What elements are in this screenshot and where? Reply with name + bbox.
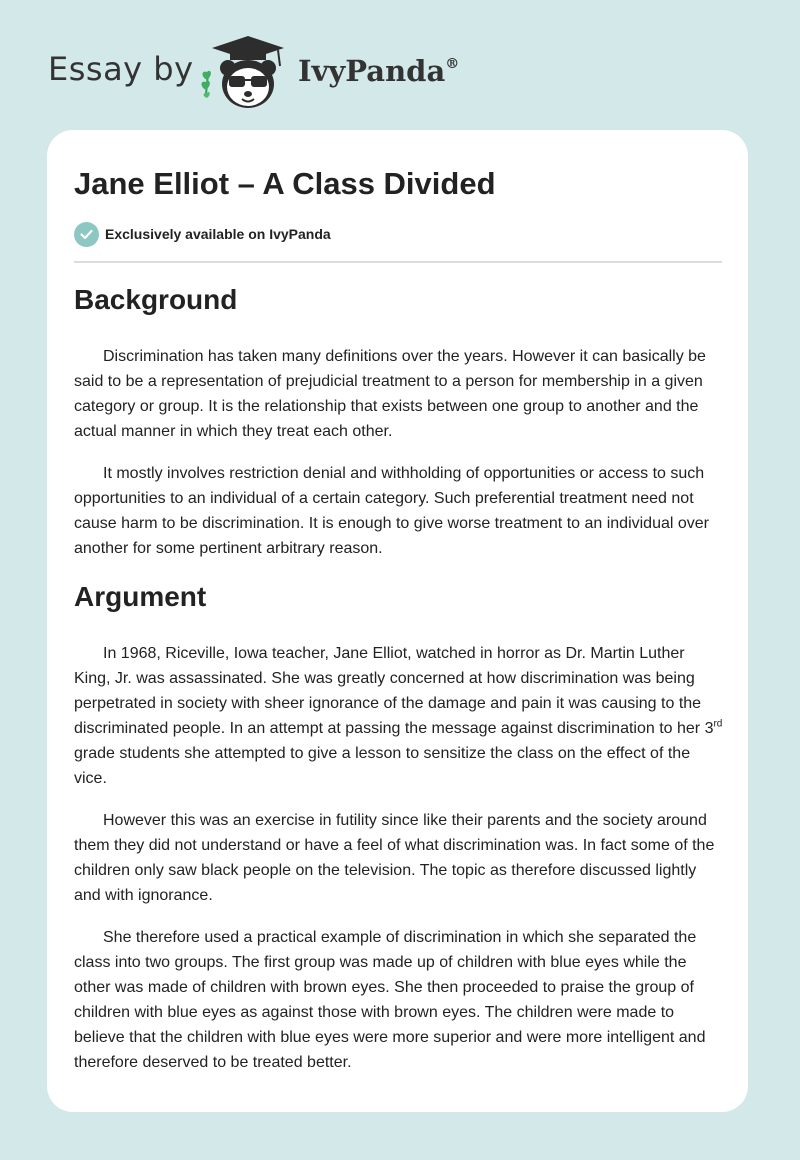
brand-name[interactable] — [298, 54, 459, 88]
section-heading-argument: Argument — [74, 581, 207, 612]
essay-title: Jane Elliot – A Class Divided — [74, 166, 496, 201]
ivy-leaf-icon — [201, 71, 210, 98]
registered-mark: ® — [445, 56, 460, 72]
exclusive-badge-label: Exclusively available on IvyPanda — [105, 226, 331, 242]
essay-card — [47, 130, 748, 1112]
panda-logo-icon[interactable] — [200, 32, 296, 112]
essay-body — [74, 281, 724, 1092]
ordinal-suffix: rd — [713, 718, 723, 730]
paragraph: She therefore used a practical example of discrimination in which she separated the class into two groups. The first group was made up of children with blue eyes while the other was made of children with brown eyes. She then proceeded to praise the group of children with blue eyes as against those with brown eyes. The children were made to believe that the children with blue eyes were more superior and were more intelligent and therefore deserved to be treated better. — [74, 929, 706, 1071]
paragraph: It mostly involves restriction denial and withholding of opportunities or access to such opportunities to an individual of a certain category. Such preferential treatment need not cause harm to be discrimination. It is enough to give worse treatment to an individual over another for some pertinent arbitrary reason. — [74, 465, 709, 557]
brand-text: IvyPanda — [298, 54, 446, 88]
exclusive-badge — [74, 221, 331, 247]
divider — [74, 261, 722, 263]
checkmark-icon — [74, 222, 99, 247]
paragraph-text: In 1968, Riceville, Iowa teacher, Jane Elliot, watched in horror as Dr. Martin Luther King, Jr. was assassinated. She was greatly concerned at how discrimination was being perpetrated in society with sheer ignorance of the damage and pain it was causing to the discriminated people. In an attempt at passing the message against discrimination to her 3 — [74, 645, 714, 737]
section-heading-background: Background — [74, 284, 238, 315]
paragraph: However this was an exercise in futility since like their parents and the society around them they did not understand or have a feel of what discrimination was. In fact some of the children only saw black people on the television. The topic as therefore discussed lightly and with ignorance. — [74, 812, 715, 904]
paragraph-text: grade students she attempted to give a lesson to sensitize the class on the effect of the vice. — [74, 745, 691, 787]
paragraph — [74, 641, 724, 791]
site-header — [0, 0, 800, 130]
essay-by-label: Essay by — [48, 50, 194, 88]
paragraph: Discrimination has taken many definitions over the years. However it can basically be said to be a representation of prejudicial treatment to a person for membership in a given category or group. It is the relationship that exists between one group to another and the actual manner in which they treat each other. — [74, 348, 706, 440]
